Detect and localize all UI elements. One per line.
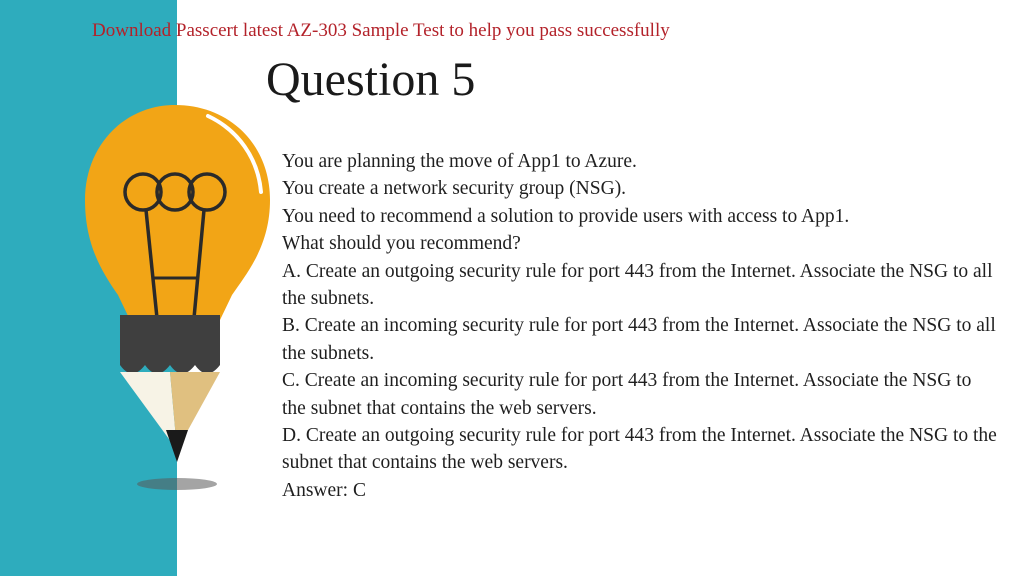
pencil-lead-tip bbox=[166, 430, 188, 462]
question-line-3: You need to recommend a solution to provide users with access to App1. bbox=[282, 205, 850, 227]
lightbulb-pencil-illustration bbox=[80, 100, 280, 500]
question-line-2: You create a network security group (NSG). bbox=[282, 178, 627, 200]
option-c: C. Create an incoming security rule for port 443 from the Internet. Associate the NSG to the subnet that contains the web servers. bbox=[282, 370, 972, 419]
option-a: A. Create an outgoing security rule for port 443 from the Internet. Associate the NSG to all the subnets. bbox=[282, 260, 993, 310]
bulb-socket bbox=[120, 315, 220, 365]
question-title: Question 5 bbox=[266, 53, 476, 106]
promo-banner-text: Download Passcert latest AZ-303 Sample Test to help you pass successfully bbox=[92, 20, 670, 41]
option-d: D. Create an outgoing security rule for port 443 from the Internet. Associate the NSG to the subnet that contains the web servers. bbox=[282, 425, 997, 474]
question-content bbox=[282, 148, 1000, 504]
question-line-4: What should you recommend? bbox=[282, 233, 521, 255]
answer-text: Answer: C bbox=[282, 479, 366, 501]
pencil-light-side bbox=[120, 372, 177, 450]
question-line-1: You are planning the move of App1 to Azure. bbox=[282, 151, 637, 172]
option-b: B. Create an incoming security rule for port 443 from the Internet. Associate the NSG to all the subnets. bbox=[282, 315, 996, 364]
shadow-ellipse bbox=[137, 478, 217, 490]
bulb-glass bbox=[85, 105, 270, 320]
